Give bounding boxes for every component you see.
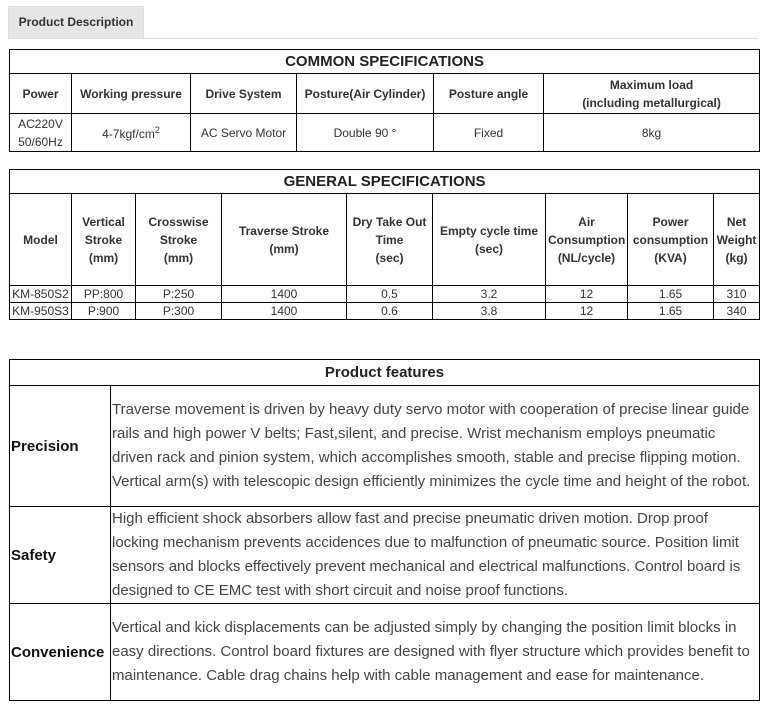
cell-dry: 0.5 xyxy=(347,286,433,303)
feature-row xyxy=(10,507,760,604)
header-maximum-load-line1: Maximum load xyxy=(609,77,694,92)
feature-text-convenience: Vertical and kick displacements can be adjusted simply by changing the position limit blocks in easy directions. Control board fixtures are designed with flyer structure which provides benefit to maintenance. Cable drag chains help with cable management and ease for maintenance. xyxy=(111,604,760,701)
header-air-line2: Consumption xyxy=(548,232,626,247)
header-maximum-load-line2: (including metallurgical) xyxy=(582,95,721,110)
header-crosswise-stroke-line2: Stroke xyxy=(159,232,198,247)
header-power-line1: Power xyxy=(652,214,689,229)
header-vertical-stroke-line1: Vertical xyxy=(82,214,125,229)
product-features-table xyxy=(9,359,760,701)
cell-model: KM-950S3 xyxy=(10,303,72,320)
product-features-title: Product features xyxy=(10,360,760,386)
cell-posture: Double 90 ° xyxy=(297,114,434,152)
header-traverse-stroke-line2: (mm) xyxy=(269,241,299,256)
cell-traverse: 1400 xyxy=(222,286,347,303)
cell-dry: 0.6 xyxy=(347,303,433,320)
header-vertical-stroke-line2: Stroke xyxy=(84,232,123,247)
header-vertical-stroke xyxy=(72,194,136,286)
header-working-pressure: Working pressure xyxy=(72,74,191,114)
header-model: Model xyxy=(10,194,72,286)
cell-working-pressure-exponent: 2 xyxy=(154,124,160,135)
cell-air: 12 xyxy=(546,303,628,320)
header-crosswise-stroke xyxy=(136,194,222,286)
common-specs-title: COMMON SPECIFICATIONS xyxy=(10,50,760,74)
header-weight-line2: Weight xyxy=(716,232,757,247)
cell-power-line2: 50/60Hz xyxy=(18,134,63,149)
cell-cycle: 3.2 xyxy=(433,286,546,303)
cell-vertical: PP:800 xyxy=(72,286,136,303)
header-power-consumption xyxy=(628,194,714,286)
cell-cycle: 3.8 xyxy=(433,303,546,320)
general-specifications-table xyxy=(9,169,760,320)
header-posture: Posture(Air Cylinder) xyxy=(297,74,434,114)
header-crosswise-stroke-line1: Crosswise xyxy=(148,214,209,229)
cell-drive-system: AC Servo Motor xyxy=(191,114,297,152)
header-dry-line3: (sec) xyxy=(375,250,404,265)
header-net-weight xyxy=(714,194,760,286)
cell-posture-angle: Fixed xyxy=(434,114,544,152)
header-traverse-stroke xyxy=(222,194,347,286)
feature-row xyxy=(10,386,760,507)
header-drive-system: Drive System xyxy=(191,74,297,114)
header-crosswise-stroke-line3: (mm) xyxy=(163,250,194,265)
header-posture-angle: Posture angle xyxy=(434,74,544,114)
header-dry-line1: Dry Take Out xyxy=(352,214,427,229)
header-power-line2: consumption xyxy=(632,232,709,247)
cell-power xyxy=(10,114,72,152)
cell-crosswise: P:250 xyxy=(136,286,222,303)
cell-crosswise: P:300 xyxy=(136,303,222,320)
header-weight-line3: (kg) xyxy=(725,250,748,265)
cell-working-pressure xyxy=(72,114,191,152)
feature-label-safety: Safety xyxy=(10,507,111,604)
header-power-line3: (KVA) xyxy=(654,250,687,265)
header-dry-take-out-time xyxy=(347,194,433,286)
header-empty-cycle-time xyxy=(433,194,546,286)
tab-product-description[interactable]: Product Description xyxy=(8,6,144,38)
feature-label-precision: Precision xyxy=(10,386,111,507)
cell-power: 1.65 xyxy=(628,286,714,303)
feature-label-convenience: Convenience xyxy=(10,604,111,701)
cell-power: 1.65 xyxy=(628,303,714,320)
common-specifications-table xyxy=(9,49,760,152)
header-dry-line2: Time xyxy=(375,232,404,247)
header-air-consumption xyxy=(546,194,628,286)
feature-text-safety: High efficient shock absorbers allow fast and precise pneumatic driven motion. Drop proof locking mechanism prevents accidences due to malfunction of pneumatic source. Position limit sensors and blocks effectively prevent mechanical and electrical malfunctions. Control board is designed to CE EMC test with short circuit and noise proof functions. xyxy=(111,507,760,604)
header-cycle-line2: (sec) xyxy=(474,241,503,256)
cell-model: KM-850S2 xyxy=(10,286,72,303)
cell-power-line1: AC220V xyxy=(18,116,63,131)
header-traverse-stroke-line1: Traverse Stroke xyxy=(238,223,330,238)
table-row xyxy=(10,286,760,303)
cell-traverse: 1400 xyxy=(222,303,347,320)
feature-text-precision: Traverse movement is driven by heavy duty servo motor with cooperation of precise linear guide rails and high power V belts; Fast,silent, and precise. Wrist mechanism employs pneumatic driven rack and pinion system, which accomplishes smooth, stable and precise flipping motion. Vertical arm(s) with telescopic design efficiently minimizes the cycle time and height of the robot. xyxy=(111,386,760,507)
header-maximum-load xyxy=(544,74,760,114)
cell-vertical: P:900 xyxy=(72,303,136,320)
header-cycle-line1: Empty cycle time xyxy=(439,223,539,238)
header-air-line1: Air xyxy=(578,214,595,229)
cell-weight: 310 xyxy=(714,286,760,303)
cell-weight: 340 xyxy=(714,303,760,320)
feature-row xyxy=(10,604,760,701)
cell-air: 12 xyxy=(546,286,628,303)
tab-bar xyxy=(8,6,758,39)
table-row xyxy=(10,303,760,320)
general-specs-title: GENERAL SPECIFICATIONS xyxy=(10,170,760,194)
cell-maximum-load: 8kg xyxy=(544,114,760,152)
cell-working-pressure-value: 4-7kgf/cm xyxy=(102,126,155,141)
header-air-line3: (NL/cycle) xyxy=(557,250,616,265)
header-vertical-stroke-line3: (mm) xyxy=(88,250,119,265)
header-power: Power xyxy=(10,74,72,114)
header-weight-line1: Net xyxy=(726,214,747,229)
